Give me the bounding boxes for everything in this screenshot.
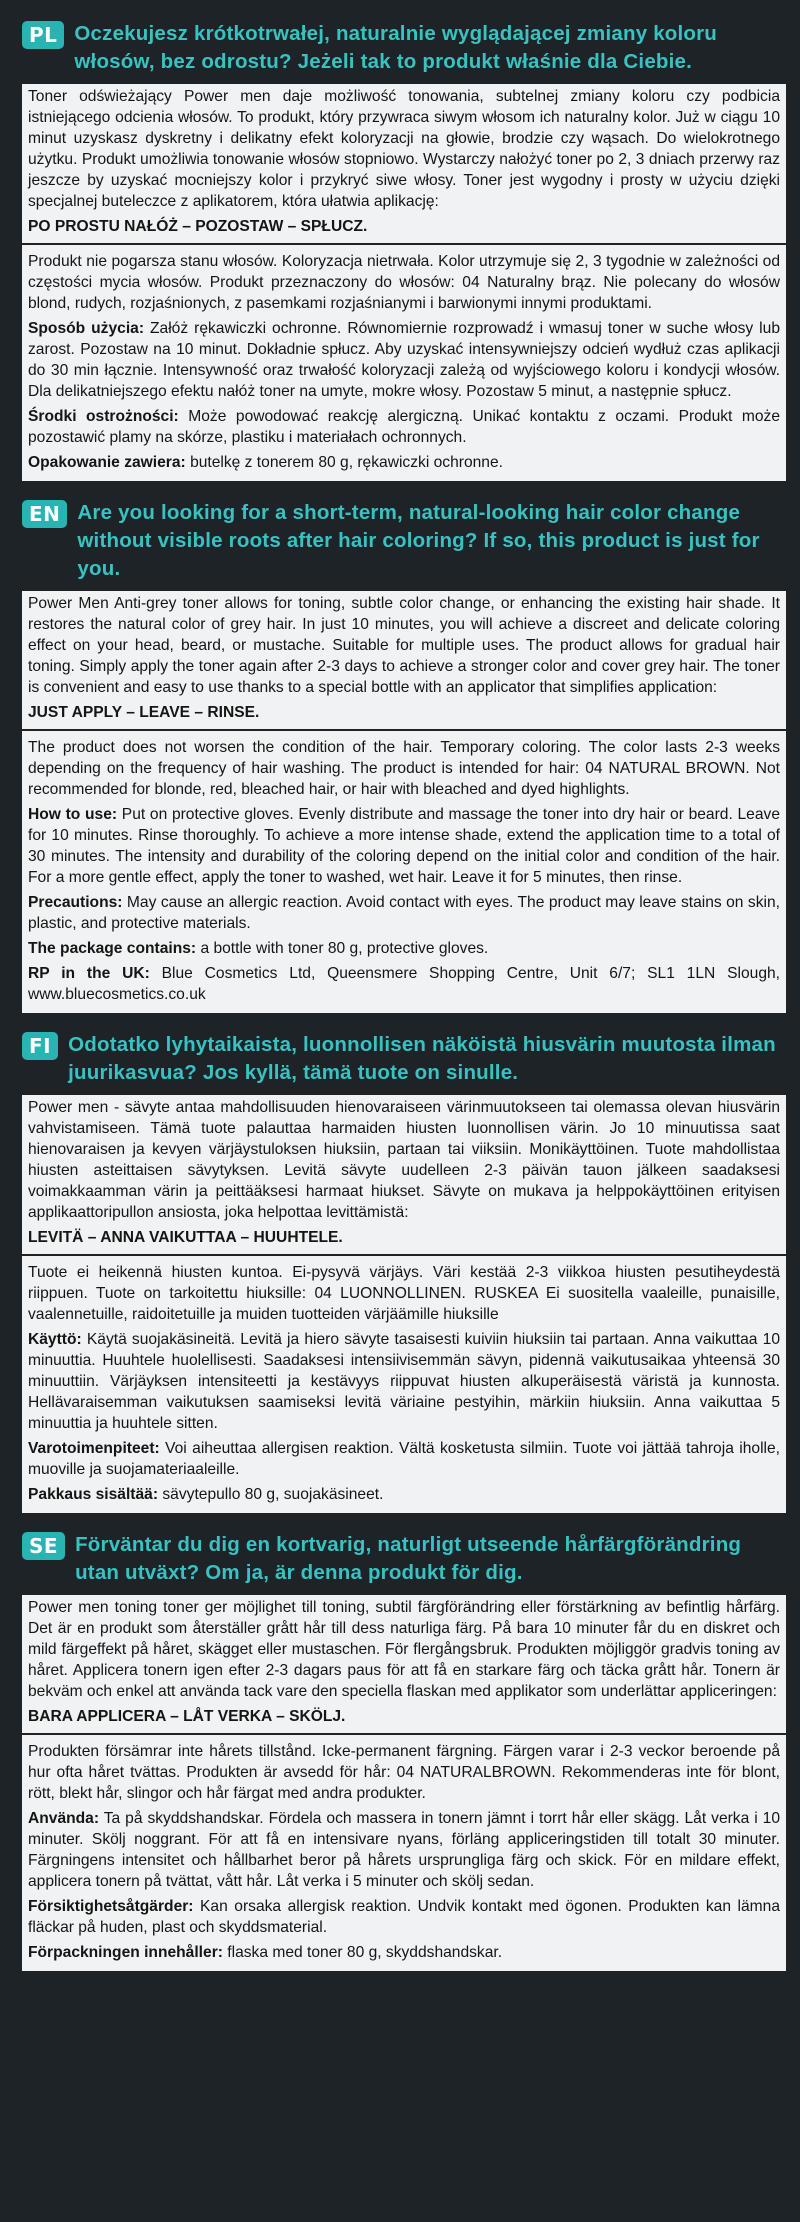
package-paragraph <box>28 452 780 473</box>
usage-label: Använda: <box>28 1810 100 1827</box>
precautions-paragraph <box>28 1438 780 1480</box>
language-tag-se: SE <box>22 1532 65 1560</box>
usage-label: Sposób użycia: <box>28 320 145 337</box>
rp-paragraph <box>28 963 780 1005</box>
package-text: sävytepullo 80 g, suojakäsineet. <box>158 1486 384 1503</box>
section-pl <box>22 20 786 481</box>
package-label: The package contains: <box>28 940 197 957</box>
usage-paragraph <box>28 1329 780 1434</box>
precautions-label: Försiktighetsåtgärder: <box>28 1898 194 1915</box>
precautions-paragraph <box>28 406 780 448</box>
precautions-label: Varotoimenpiteet: <box>28 1440 160 1457</box>
info-paragraph: Produkt nie pogarsza stanu włosów. Koloryzacja nietrwała. Kolor utrzymuje się 2, 3 tygodnie w zależności od częstości mycia włosów. Produkt przeznaczony do włosów: 04 Naturalny brąz. Nie polecany do włosów blond, rudych, rozjaśnionych, z pasemkami rozjaśnianymi i barwionymi innymi produktami. <box>28 253 780 312</box>
precautions-text: Voi aiheuttaa allergisen reaktion. Vältä kosketusta silmiin. Tuote voi jättää tahroja iholle, muoville ja suojamateriaaleille. <box>28 1440 780 1478</box>
language-tag-fi: FI <box>22 1032 58 1060</box>
usage-text: Załóż rękawiczki ochronne. Równomiernie rozprowadź i wmasuj toner w suche włosy lub zarost. Pozostaw na 10 minut. Dokładnie spłucz. Aby uzyskać intensywniejszy odcień wydłuż czas aplikacji do 30 min łącznie. Intensywność oraz trwałość koloryzacji zależą od wyjściowego koloru i kondycji włosów. Dla delikatniejszego efektu nałóż toner na umyte, mokre włosy. Pozostaw 5 minut, a następnie spłucz. <box>28 320 780 400</box>
precautions-text: Może powodować reakcję alergiczną. Unikać kontaktu z oczami. Produkt może pozostawić plamy na skórze, plastiku i materiałach ochronnych. <box>28 408 781 446</box>
package-text: butelkę z tonerem 80 g, rękawiczki ochronne. <box>185 454 503 471</box>
usage-label: Käyttö: <box>28 1331 82 1348</box>
section-en <box>22 499 786 1013</box>
section-fi <box>22 1031 786 1513</box>
precautions-label: Precautions: <box>28 894 123 911</box>
package-paragraph <box>28 938 780 959</box>
text-panel-fi <box>22 1095 786 1513</box>
command-line: LEVITÄ – ANNA VAIKUTTAA – HUUHTELE. <box>28 1229 343 1246</box>
precautions-paragraph <box>28 1896 780 1938</box>
usage-text: Put on protective gloves. Evenly distribute and massage the toner into dry hair or beard. Leave for 10 minutes. Rinse thoroughly. To achieve a more intense shade, extend the application time to a total of 30 minutes. The intensity and durability of the coloring depend on the initial color and condition of the hair. For a more gentle effect, apply the toner to washed, wet hair. Leave it for 5 minutes, then rinse. <box>28 806 780 886</box>
precautions-paragraph <box>28 892 780 934</box>
headline-se: Förväntar du dig en kortvarig, naturligt utseende hårfärgförändring utan utväxt? Om ja, är denna produkt för dig. <box>75 1533 742 1584</box>
package-label: Förpackningen innehåller: <box>28 1944 223 1961</box>
rp-text: Blue Cosmetics Ltd, Queensmere Shopping Centre, Unit 6/7; SL1 1LN Slough, www.bluecosmetics.co.uk <box>28 965 780 1003</box>
language-tag-pl: PL <box>22 21 64 49</box>
divider <box>22 1733 786 1735</box>
command-line: BARA APPLICERA – LÅT VERKA – SKÖLJ. <box>28 1708 346 1725</box>
package-label: Pakkaus sisältää: <box>28 1486 159 1503</box>
divider <box>22 729 786 731</box>
headline-fi: Odotatko lyhytaikaista, luonnollisen näköistä hiusvärin muutosta ilman juurikasvua? Jos kyllä, tämä tuote on sinulle. <box>68 1033 776 1084</box>
usage-paragraph <box>28 1808 780 1892</box>
section-header <box>22 20 786 76</box>
intro-paragraph: Power Men Anti-grey toner allows for toning, subtle color change, or enhancing the existing hair shade. It restores the natural color of grey hair. In just 10 minutes, you will achieve a discreet and delicate coloring effect on your head, beard, or mustache. Suitable for multiple uses. The product allows for gradual hair toning. Simply apply the toner again after 2-3 days to achieve a stronger color and cover grey hair. The toner is convenient and easy to use thanks to a special bottle with an applicator that simplifies application: <box>28 595 780 696</box>
package-text: a bottle with toner 80 g, protective gloves. <box>196 940 489 957</box>
rp-label: RP in the UK: <box>28 965 150 982</box>
precautions-text: May cause an allergic reaction. Avoid contact with eyes. The product may leave stains on skin, plastic, and protective materials. <box>28 894 780 932</box>
text-panel-en <box>22 591 786 1013</box>
info-paragraph: The product does not worsen the condition of the hair. Temporary coloring. The color lasts 2-3 weeks depending on the frequency of hair washing. The product is intended for hair: 04 NATURAL BROWN. Not recommended for blonde, red, bleached hair, or hair with bleached and dyed highlights. <box>28 739 780 798</box>
section-header <box>22 1531 786 1587</box>
usage-text: Käytä suojakäsineitä. Levitä ja hiero sävyte tasaisesti kuiviin hiuksiin tai partaan. Anna vaikuttaa 10 minuuttia. Huuhtele huolellisesti. Saadaksesi intensiivisemmän sävyn, pidennä vaikutusaikaa yhteensä 30 minuuttiin. Värjäyksen intensiteetti ja kestävyys riippuvat hiusten alkuperäisestä väristä ja kunnosta. Hellävaraisemman vaikutuksen saamiseksi levitä väriaine pestyihin, märkiin hiuksiin. Anna vaikuttaa 5 minuuttia ja huuhtele sitten. <box>28 1331 780 1432</box>
usage-label: How to use: <box>28 806 118 823</box>
text-panel-pl <box>22 84 786 481</box>
package-text: flaska med toner 80 g, skyddshandskar. <box>222 1944 503 1961</box>
language-tag-en: EN <box>22 500 67 528</box>
usage-paragraph <box>28 318 780 402</box>
package-label: Opakowanie zawiera: <box>28 454 186 471</box>
intro-paragraph: Toner odświeżający Power men daje możliwość tonowania, subtelnej zmiany koloru czy podbicia istniejącego odcienia włosów. To produkt, który przywraca siwym włosom ich naturalny kolor. Już w ciągu 10 minut uzyskasz dyskretny i delikatny efekt koloryzacji na głowie, brodzie czy wąsach. Do wielokrotnego użytku. Produkt umożliwia tonowanie włosów stopniowo. Wystarczy nałożyć toner po 2, 3 dniach przerwy raz jeszcze by uzyskać mocniejszy kolor i przykryć siwe włosy. Toner jest wygodny i prosty w użyciu dzięki specjalnej buteleczce z aplikatorem, która ułatwia aplikację: <box>28 88 780 210</box>
divider <box>22 243 786 245</box>
text-panel-se <box>22 1595 786 1971</box>
section-header <box>22 1031 786 1087</box>
info-paragraph: Tuote ei heikennä hiusten kuntoa. Ei-pysyvä värjäys. Väri kestää 2-3 viikkoa hiusten pesutiheydestä riippuen. Tuote on tarkoitettu hiuksille: 04 LUONNOLLINEN. RUSKEA Ei suositella vaaleille, punaisille, vaalennetuille, raidoitetuille ja muiden tuotteiden värjäämille hiuksille <box>28 1264 780 1323</box>
precautions-label: Środki ostrożności: <box>28 408 179 425</box>
package-paragraph <box>28 1484 780 1505</box>
intro-paragraph: Power men toning toner ger möjlighet till toning, subtil färgförändring eller förstärkning av befintlig hårfärg. Det är en produkt som återställer grått hår till dess naturliga färg. På bara 10 minuter får du en diskret och mild färgeffekt på håret, skägget eller mustaschen. För flergångsbruk. Produkten möjliggör gradvis toning av håret. Applicera tonern igen efter 2-3 dagars paus för att få en starkare färg och täcka grått hår. Tonern är bekväm och enkel att använda tack vare den speciella flaskan med applikator som underlättar appliceringen: <box>28 1599 780 1700</box>
headline-en: Are you looking for a short-term, natural-looking hair color change without visible roots after hair coloring? If so, this product is just for you. <box>77 501 760 580</box>
usage-text: Ta på skyddshandskar. Fördela och massera in tonern jämnt i torrt hår eller skägg. Låt verka i 10 minuter. Skölj noggrant. För att få en intensivare nyans, förläng appliceringstiden till totalt 30 minuter. Färgningens intensitet och hållbarhet beror på hårets ursprungliga färg och skick. För en mildare effekt, applicera tonern på tvättat, vått hår. Låt verka i 5 minuter och skölj sedan. <box>28 1810 780 1890</box>
section-header <box>22 499 786 583</box>
command-line: PO PROSTU NAŁÓŻ – POZOSTAW – SPŁUCZ. <box>28 218 368 235</box>
headline-pl: Oczekujesz krótkotrwałej, naturalnie wyglądającej zmiany koloru włosów, bez odrostu? Jeżeli tak to produkt właśnie dla Ciebie. <box>74 22 718 73</box>
package-paragraph <box>28 1942 780 1963</box>
command-line: JUST APPLY – LEAVE – RINSE. <box>28 704 260 721</box>
intro-paragraph: Power men - sävyte antaa mahdollisuuden hienovaraiseen värinmuutokseen tai olemassa olevan hiusvärin vahvistamiseen. Tämä tuote palauttaa harmaiden hiusten luonnollisen värin. Jo 10 minuutissa saat hienovaraisen ja kevyen värjäystuloksen hiuksiin, partaan tai viiksiin. Monikäyttöinen. Tuote mahdollistaa hiusten asteittaisen sävytyksen. Levitä sävyte uudelleen 2-3 päivän tauon jälkeen saadaksesi voimakkaamman värin ja peittääksesi harmaat hiukset. Sävyte on mukava ja helppokäyttöinen erityisen applikaattoripullon ansiosta, joka helpottaa levittämistä: <box>28 1099 780 1221</box>
section-se <box>22 1531 786 1971</box>
info-paragraph: Produkten försämrar inte hårets tillstånd. Icke-permanent färgning. Färgen varar i 2-3 veckor beroende på hur ofta håret tvättas. Produkten är avsedd för hår: 04 NATURALBROWN. Rekommenderas inte för blont, rött, blekt hår, slingor och hår färgat med andra produkter. <box>28 1743 780 1802</box>
precautions-text: Kan orsaka allergisk reaktion. Undvik kontakt med ögonen. Produkten kan lämna fläckar på huden, plast och skyddsmaterial. <box>28 1898 780 1936</box>
usage-paragraph <box>28 804 780 888</box>
divider <box>22 1254 786 1256</box>
